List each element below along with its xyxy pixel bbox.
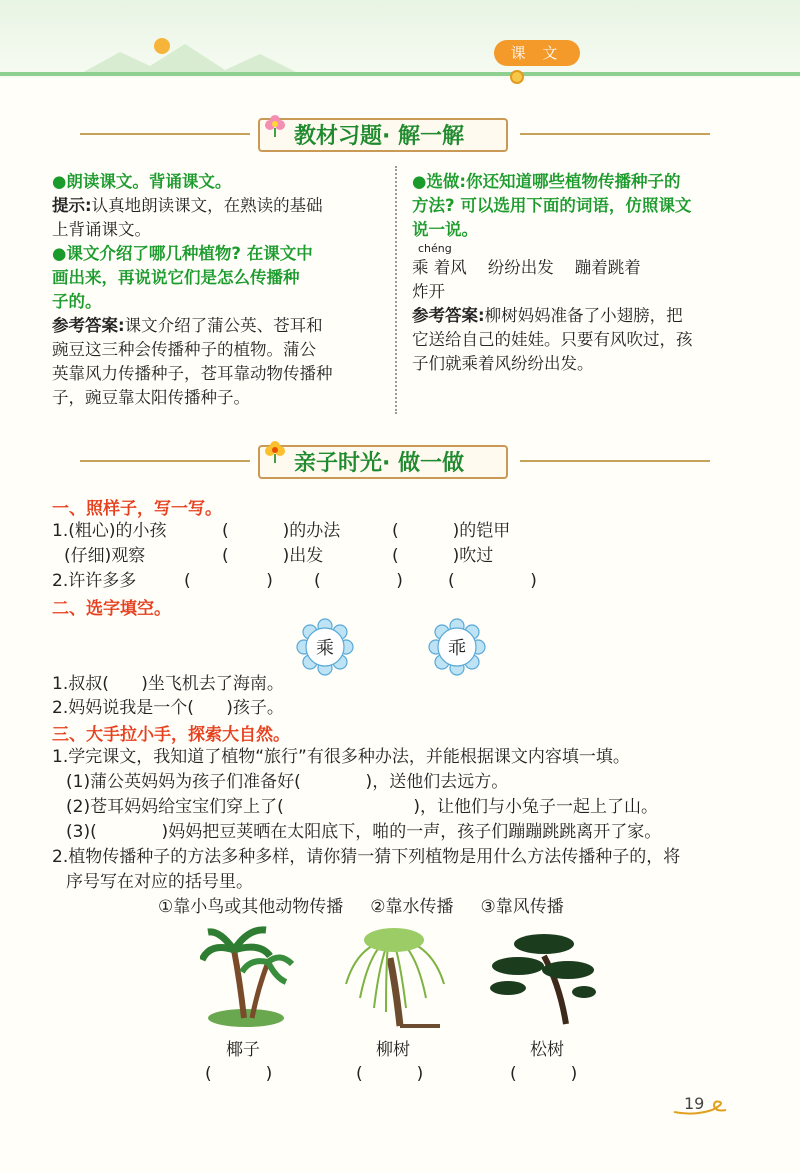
right-answer-line-1 xyxy=(412,304,742,328)
answer-blank[interactable]: ( ) xyxy=(356,1064,424,1084)
answer-blank[interactable]: ( ) xyxy=(314,571,403,591)
part1-row3-a: 2.许许多多 xyxy=(52,571,137,591)
tip-line-2: 上背诵课文。 xyxy=(52,220,151,239)
tree-label-pine: 松树 xyxy=(530,1040,564,1060)
mountain-decoration xyxy=(0,30,800,78)
tree-label-willow: 柳树 xyxy=(376,1040,410,1060)
part1-row1-a: 1.(粗心)的小孩 xyxy=(52,521,167,541)
question-plants-3: 子的。 xyxy=(52,292,102,311)
page-number: 19 xyxy=(684,1094,705,1113)
part3-q1: 1.学完课文，我知道了植物“旅行”有很多种办法，并能根据课文内容填一填。 xyxy=(52,747,630,767)
section-title-exercises: 教材习题· 解一解 xyxy=(258,118,508,152)
part3-q2-line1: 2.植物传播种子的方法多种多样，请你猜一猜下列植物是用什么方法传播种子的，将 xyxy=(52,847,681,867)
part3-heading: 三、大手拉小手，探索大自然。 xyxy=(52,725,290,745)
answer-line-2: 豌豆这三种会传播种子的植物。蒲公 xyxy=(52,340,316,359)
part1-row2-c: ( )吹过 xyxy=(392,546,494,566)
part1-row2-a: (仔细)观察 xyxy=(64,546,146,566)
tip-text-1: 认真地朗读课文，在熟读的基础 xyxy=(91,196,323,215)
part3-q1a: (1)蒲公英妈妈为孩子们准备好( )，送他们去远方。 xyxy=(66,772,509,792)
title2-rule-left xyxy=(80,460,250,462)
part1-row2-b: ( )出发 xyxy=(222,546,324,566)
fill-sentence-1: 1.叔叔( )坐飞机去了海南。 xyxy=(52,674,284,694)
answer-blank[interactable]: ( ) xyxy=(448,571,537,591)
answer-line-3: 英靠风力传播种子，苍耳靠动物传播种 xyxy=(52,364,333,383)
word-list-1: 乘 着风 纷纷出发 蹦着跳着 xyxy=(412,258,641,277)
flower-icon xyxy=(262,112,288,138)
right-answer-text-1: 柳树妈妈准备了小翅膀，把 xyxy=(484,306,683,325)
lesson-tab: 课 文 xyxy=(494,40,580,66)
right-answer-label: 参考答案: xyxy=(412,306,485,325)
question-read: ●朗读课文。背诵课文。 xyxy=(52,172,232,191)
answer-blank[interactable]: ( ) xyxy=(510,1064,578,1084)
part3-q1c: (3)( )妈妈把豆荚晒在太阳底下，啪的一声，孩子们蹦蹦跳跳离开了家。 xyxy=(66,822,662,842)
right-answer-line-3: 子们就乘着风纷纷出发。 xyxy=(412,354,594,373)
pine-tree-icon xyxy=(488,926,598,1026)
column-divider xyxy=(395,166,397,414)
word-list-2: 炸开 xyxy=(412,282,445,301)
tab-dot xyxy=(510,70,524,84)
pinyin-cheng: chéng xyxy=(418,242,452,255)
answer-label: 参考答案: xyxy=(52,316,125,335)
willow-tree-icon xyxy=(340,918,450,1030)
char-option-1: 乘 xyxy=(316,638,334,659)
right-answer-line-2: 它送给自己的娃娃。只要有风吹过，孩 xyxy=(412,330,693,349)
answer-text-1: 课文介绍了蒲公英、苍耳和 xyxy=(124,316,323,335)
flower-icon xyxy=(262,438,288,464)
method-options: ①靠小鸟或其他动物传播 ②靠水传播 ③靠风传播 xyxy=(158,897,564,917)
char-option-2: 乖 xyxy=(448,638,466,659)
swirl-decoration xyxy=(674,1098,734,1118)
optional-question-2: 方法? 可以选用下面的词语，仿照课文 xyxy=(412,196,692,215)
answer-blank[interactable]: ( ) xyxy=(205,1064,273,1084)
answer-blank[interactable]: ( ) xyxy=(184,571,273,591)
tip-label: 提示: xyxy=(52,196,92,215)
answer-line-1 xyxy=(52,314,382,338)
part1-row1-b: ( )的办法 xyxy=(222,521,341,541)
answer-line-4: 子，豌豆靠太阳传播种子。 xyxy=(52,388,250,407)
right-column xyxy=(412,170,742,376)
fill-sentence-2: 2.妈妈说我是一个( )孩子。 xyxy=(52,698,284,718)
question-plants-1: ●课文介绍了哪几种植物? 在课文中 xyxy=(52,244,313,263)
question-plants-2: 画出来，再说说它们是怎么传播种 xyxy=(52,268,300,287)
part1-heading: 一、照样子，写一写。 xyxy=(52,499,222,519)
part3-q1b: (2)苍耳妈妈给宝宝们穿上了( )，让他们与小兔子一起上了山。 xyxy=(66,797,659,817)
tip-line-1 xyxy=(52,194,382,218)
section-title-activities: 亲子时光· 做一做 xyxy=(258,445,508,479)
optional-question-1: ●选做:你还知道哪些植物传播种子的 xyxy=(412,172,681,191)
left-column xyxy=(52,170,382,410)
sun-icon xyxy=(154,38,170,54)
title-rule-right xyxy=(520,133,710,135)
header-line xyxy=(0,72,800,76)
optional-question-3: 说一说。 xyxy=(412,220,478,239)
part2-heading: 二、选字填空。 xyxy=(52,599,171,619)
part3-q2-line2: 序号写在对应的括号里。 xyxy=(66,872,253,892)
coconut-tree-icon xyxy=(200,922,295,1030)
title2-rule-right xyxy=(520,460,710,462)
tree-label-coconut: 椰子 xyxy=(226,1040,260,1060)
title-rule-left xyxy=(80,133,250,135)
part1-row1-c: ( )的铠甲 xyxy=(392,521,511,541)
